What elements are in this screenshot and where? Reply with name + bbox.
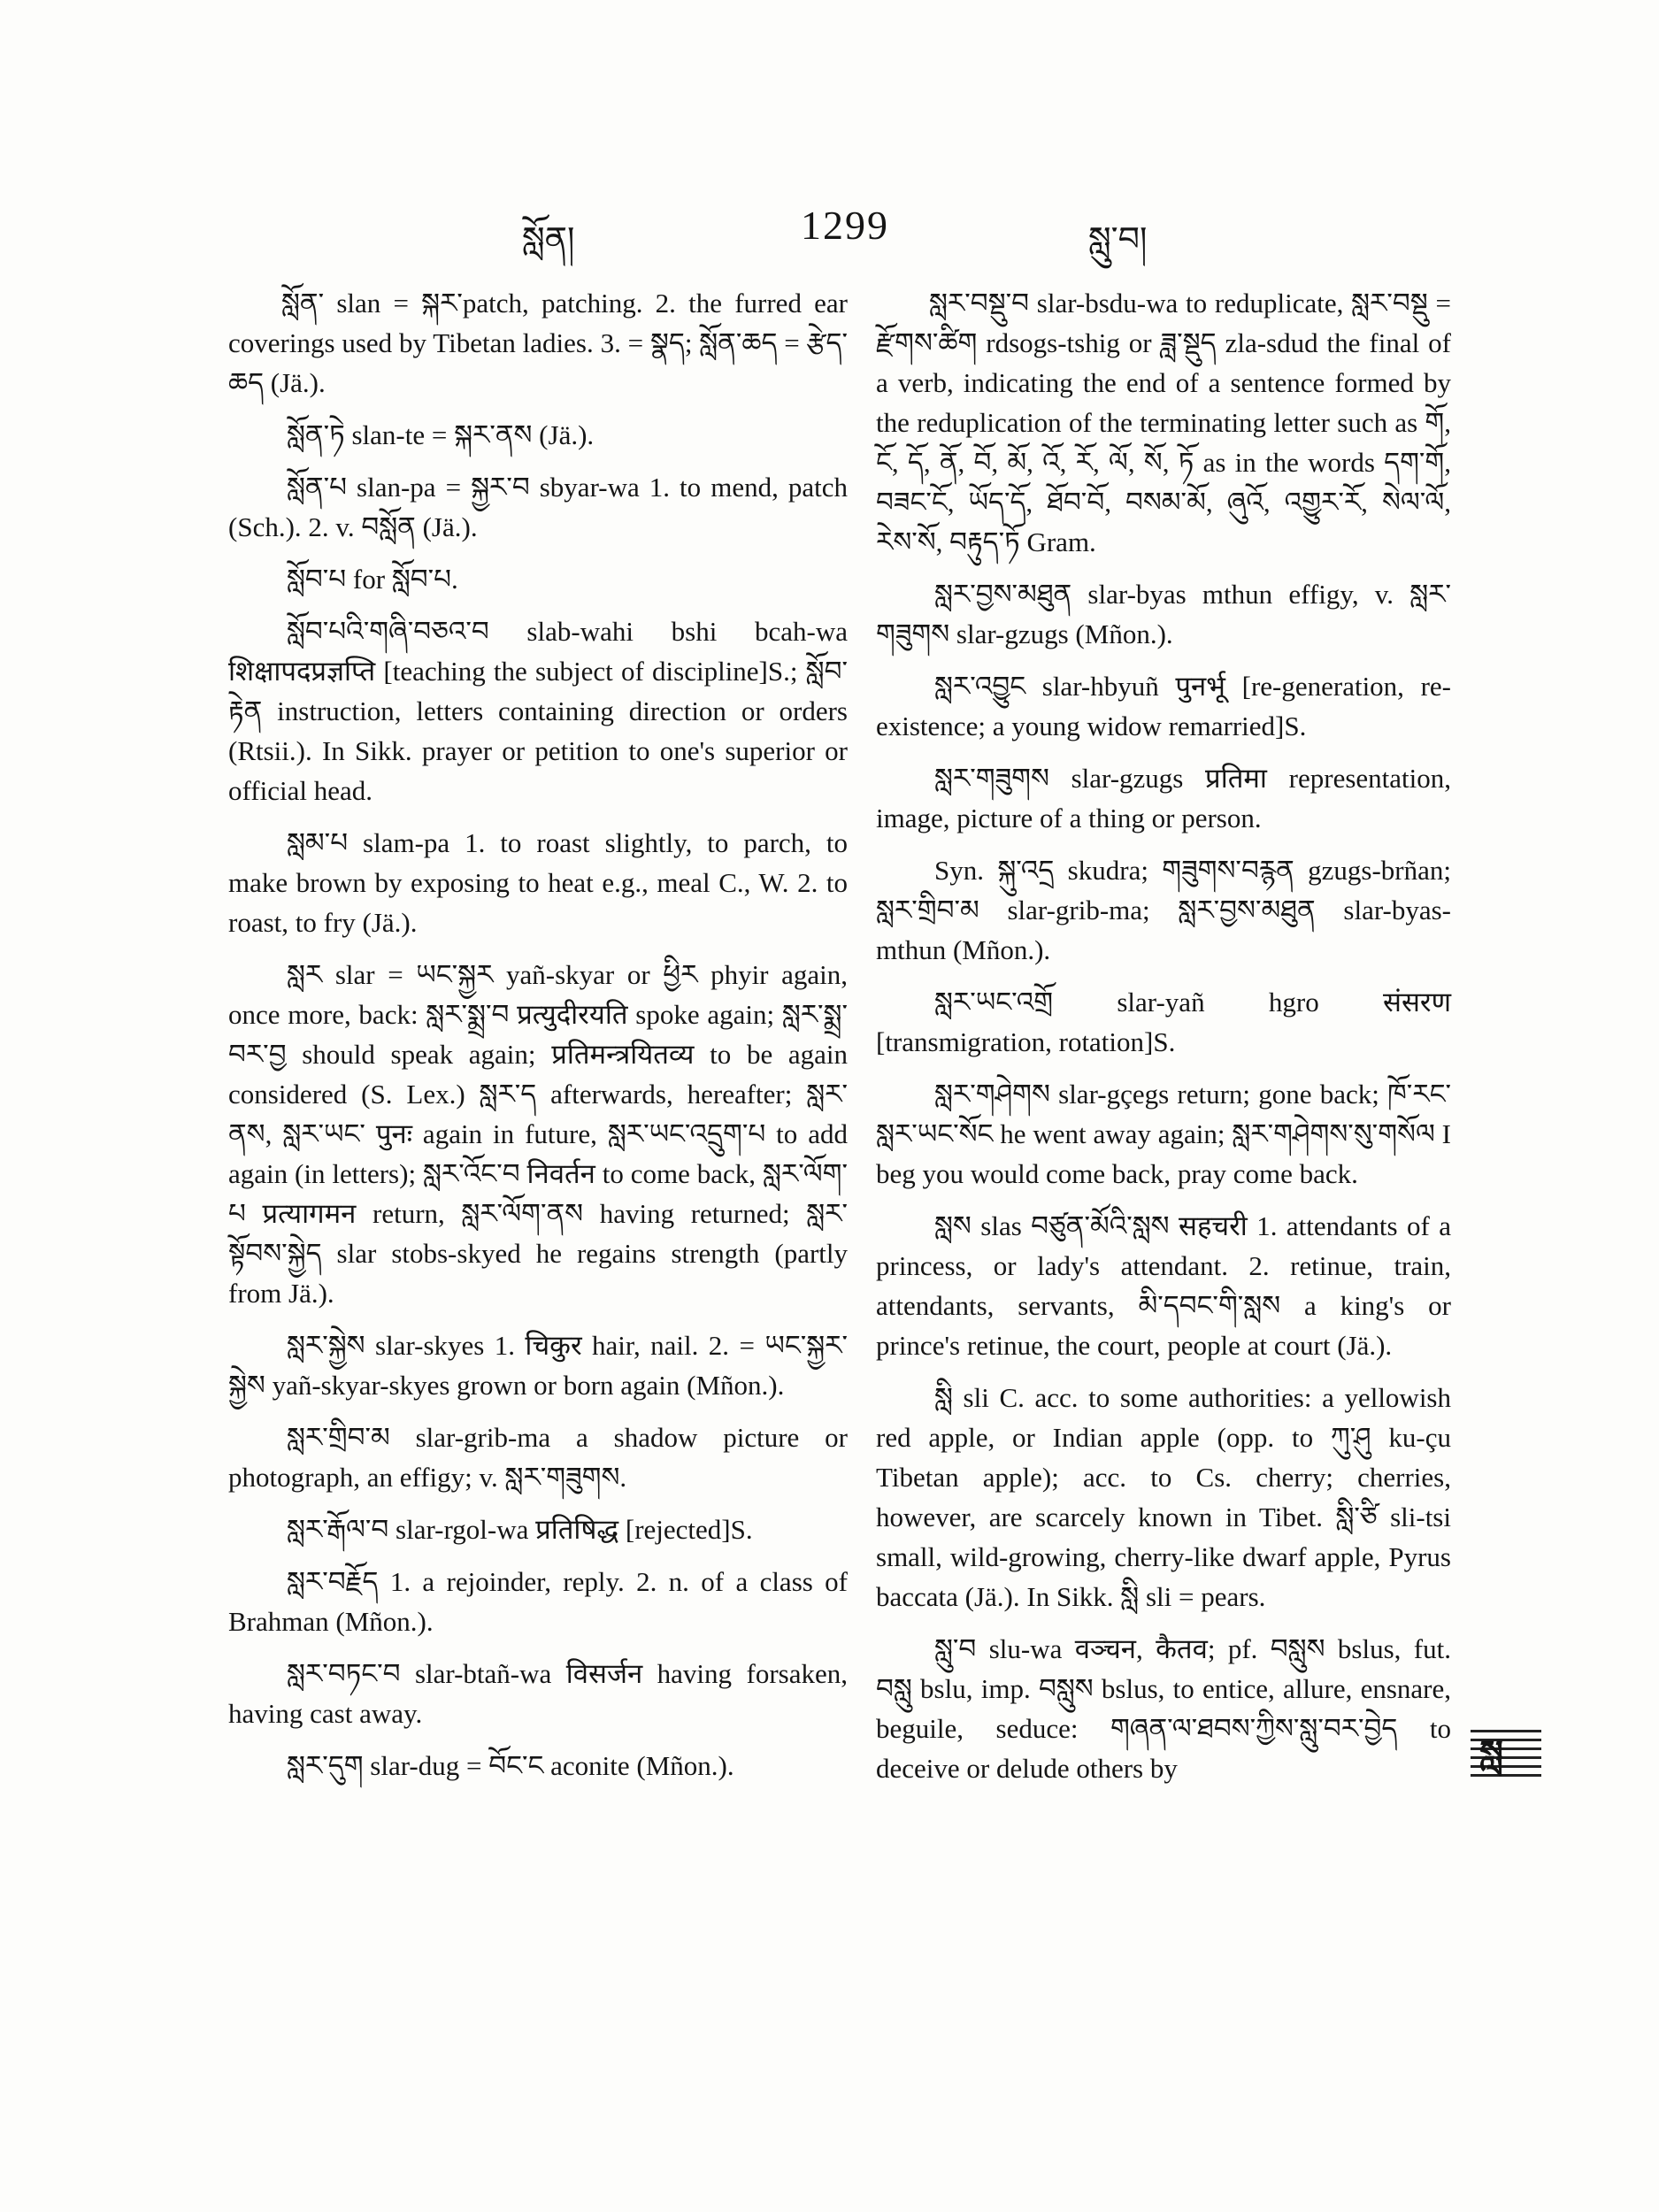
left-guide-word: སློན། [522, 219, 575, 258]
entry: སློབ་པ for སློབ་པ. [287, 564, 458, 595]
entry: སླར་གཟུགས slar-gzugs प्रतिमा representation, image, picture of a thing or person. [876, 763, 1451, 833]
entry: སླར་བྱས་མཐུན slar-byas mthun effigy, v. སླར་གཟུགས slar-gzugs (Mñon.). [876, 579, 1451, 649]
entry: སློན་ཏེ slan-te = སྐར་ནས (Jä.). [287, 419, 595, 450]
entry: སླར slar = ཡང་སྐྱར yañ-skyar or ཕྱིར phyir again, once more, back: སླར་སྨྲ་བ प्रत्युदीरयति spoke again; སླར་སྨྲ་བར་བྱ should speak again; प्रतिमन्त्रयितव्य to be again considered (S. Lex.) སླར་ད afterwards, hereafter; སླར་ནས, སླར་ཡང་ पुनः again in future, སླར་ཡང་འདྲུག་པ to add again (in letters); སླར་འོང་བ निवर्तन to come back, སླར་ལོག་པ प्रत्यागमन return, སླར་ལོག་ནས having returned; སླར་སྟོབས་སྐྱེད slar stobs-skyed he regains strength (partly from Jä.). [228, 959, 848, 1309]
left-column [228, 283, 848, 1798]
right-guide-word: སླུ་བ། [1088, 219, 1148, 258]
entry: སླར་བཏང་བ slar-btañ-wa विसर्जन having forsaken, having cast away. [228, 1658, 848, 1729]
right-column [876, 283, 1451, 1801]
entry: སླམ་པ slam-pa 1. to roast slightly, to parch, to make brown by exposing to heat e.g., meal C., W. 2. to roast, to fry (Jä.). [228, 827, 848, 938]
entry: སླས slas བཙུན་མོའི་སླས सहचरी 1. attendants of a princess, or lady's attendant. 2. retinue, train, attendants, servants, མི་དབང་གི་སླས a king's or prince's retinue, the court, people at court (Jä.). [876, 1210, 1451, 1361]
entry: སླི sli C. acc. to some authorities: a yellowish red apple, or Indian apple (opp. to ཀུ་ཤུ ku-çu Tibetan apple); acc. to Cs. cherry; cherries, however, are scarcely known in Tibet. སླི་ཙི sli-tsi small, wild-growing, cherry-like dwarf apple, Pyrus baccata (Jä.). In Sikk. སླི sli = pears. [876, 1382, 1451, 1612]
entry: སླར་དུག slar-dug = བོང་ང aconite (Mñon.). [287, 1750, 734, 1781]
entry: སླར་ཡང་འགྲོ slar-yañ hgro संसरण [transmigration, rotation]S. [876, 987, 1451, 1057]
entry: སློན་པ slan-pa = སྐྱར་བ sbyar-wa 1. to mend, patch (Sch.). 2. v. བསློན (Jä.). [228, 472, 848, 542]
entry: སླར་བརྗོད 1. a rejoinder, reply. 2. n. of a class of Brahman (Mñon.). [228, 1566, 848, 1637]
entry: སླར་གཤེགས slar-gçegs return; gone back; ཁོ་རང་སླར་ཡང་སོང he went away again; སླར་གཤེགས་སུ་གསོལ I beg you would come back, pray come back. [876, 1079, 1451, 1189]
entry: སློན་ slan = སྐར་patch, patching. 2. the furred ear coverings used by Tibetan ladies. 3. = སྣད; སློན་ཆད = རྩེད་ཆད (Jä.). [228, 288, 848, 398]
entry: སླར་བསྡུ་བ slar-bsdu-wa to reduplicate, སླར་བསྡུ = རྫོགས་ཚིག rdsogs-tshig or ཟླ་སྡུད zla-sdud the final of a verb, indicating the end of a sentence formed by the reduplication of the terminating letter such as གོ, ངོ, དོ, ནོ, བོ, མོ, འོ, རོ, ལོ, སོ, ཏོ as in the words དག་གོ, བཟང་ངོ, ཡོད་དོ, ཐོབ་བོ, བསམ་མོ, ཞུའོ, འགྱུར་རོ, སེལ་ལོ, རེས་སོ, བརྟུད་ཏོ Gram. [876, 288, 1451, 557]
entry: སླར་སྐྱེས slar-skyes 1. चिकुर hair, nail. 2. = ཡང་སྐྱར་སྐྱེས yañ-skyar-skyes grown or born again (Mñon.). [228, 1330, 848, 1401]
entry: སླར་འབྱུང slar-hbyuñ पुनर्भू [re-generation, re-existence; a young widow remarried]S. [876, 671, 1451, 741]
entry: སློབ་པའི་གཞི་བཅའ་བ slab-wahi bshi bcah-wa शिक्षापदप्रज्ञप्ति [teaching the subject of discipline]S.; སློབ་རྟེན instruction, letters containing direction or orders (Rtsii.). In Sikk. prayer or petition to one's superior or official head. [228, 616, 848, 806]
page-number: 1299 [801, 203, 889, 248]
thumb-index-tab [1471, 1730, 1541, 1779]
entry: Syn. སྐུ་འདྲ skudra; གཟུགས་བརྙན gzugs-brñan; སླར་གྲིབ་མ slar-grib-ma; སླར་བྱས་མཐུན slar-byas-mthun (Mñon.). [876, 855, 1451, 965]
entry: སླར་གྲིབ་མ slar-grib-ma a shadow picture or photograph, an effigy; v. སླར་གཟུགས. [228, 1422, 848, 1493]
thumb-index-letter: སླ [1479, 1732, 1503, 1774]
entry: སླུ་བ slu-wa वञ्चन, कैतव; pf. བསླུས bslus, fut. བསླུ bslu, imp. བསླུས bslus, to entice, allure, ensnare, beguile, seduce: གཞན་ལ་ཐབས་ཀྱིས་སླུ་བར་བྱེད to deceive or delude others by [876, 1633, 1451, 1784]
entry: སླར་རྒོལ་བ slar-rgol-wa प्रतिषिद्ध [rejected]S. [287, 1514, 753, 1545]
